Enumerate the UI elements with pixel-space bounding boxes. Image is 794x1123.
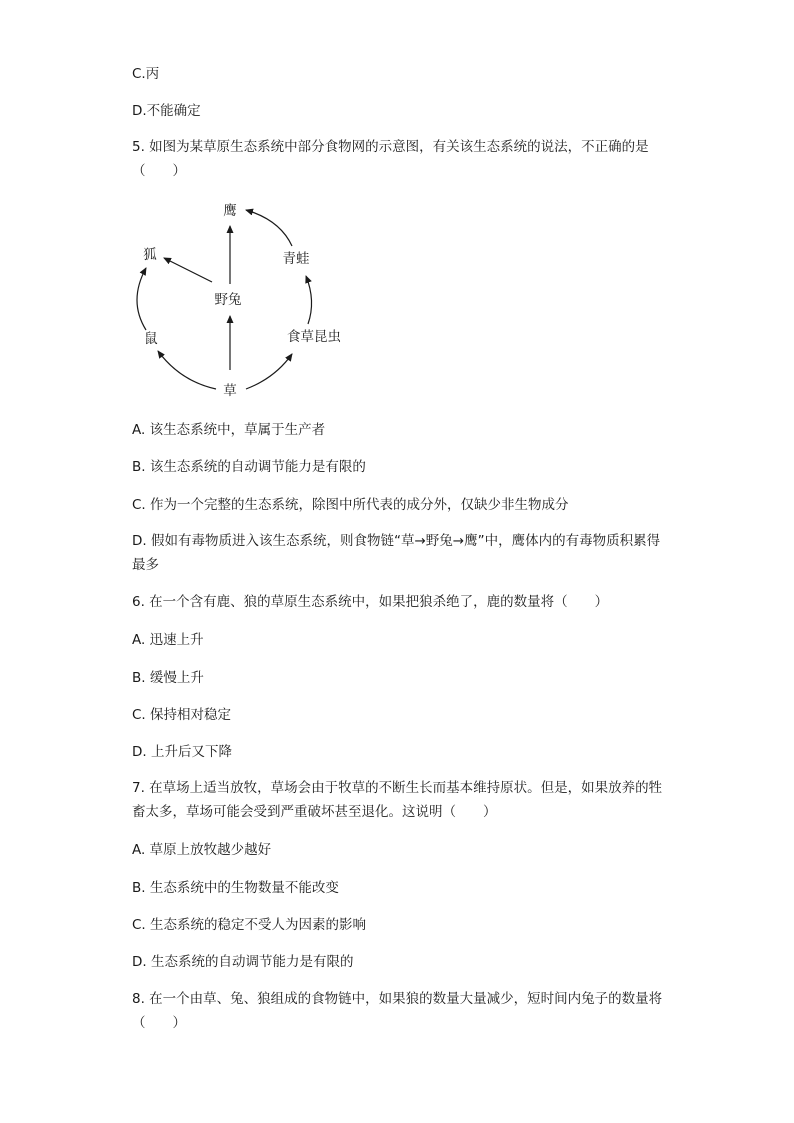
arrow-grass-to-insect [246, 354, 292, 389]
node-insect: 食草昆虫 [287, 329, 341, 345]
q7-option-d: D. 生态系统的自动调节能力是有限的 [132, 954, 354, 970]
food-web-diagram [120, 196, 360, 406]
q7-option-b: B. 生态系统中的生物数量不能改变 [132, 880, 339, 896]
q5-option-b: B. 该生态系统的自动调节能力是有限的 [132, 459, 366, 475]
node-frog: 青蛙 [282, 251, 310, 267]
q4-option-c: C.丙 [132, 66, 160, 82]
q7-option-a: A. 草原上放牧越少越好 [132, 842, 272, 858]
node-mouse: 鼠 [144, 331, 158, 347]
q8-stem: 8. 在一个由草、兔、狼组成的食物链中，如果狼的数量大量减少，短时间内兔子的数量将（ ） [132, 991, 663, 1031]
q6-option-d: D. 上升后又下降 [132, 744, 232, 760]
arrow-frog-to-eagle [246, 210, 292, 246]
node-fox: 狐 [143, 247, 157, 263]
q5-option-d: D. 假如有毒物质进入该生态系统，则食物链“草→野兔→鹰”中，鹰体内的有毒物质积累得最多 [132, 533, 661, 573]
q5-option-a: A. 该生态系统中，草属于生产者 [132, 422, 326, 438]
q6-stem: 6. 在一个含有鹿、狼的草原生态系统中，如果把狼杀绝了，鹿的数量将（ ） [132, 594, 609, 610]
node-eagle: 鹰 [223, 203, 237, 219]
q5-stem: 5. 如图为某草原生态系统中部分食物网的示意图，有关该生态系统的说法，不正确的是（ ） [132, 139, 649, 179]
q6-option-a: A. 迅速上升 [132, 632, 204, 648]
q5-option-c: C. 作为一个完整的生态系统，除图中所代表的成分外，仅缺少非生物成分 [132, 497, 569, 513]
node-rabbit: 野兔 [214, 292, 242, 308]
arrow-mouse-to-fox [137, 268, 146, 330]
node-grass: 草 [223, 383, 237, 399]
arrow-rabbit-to-fox [164, 258, 212, 282]
q4-option-d: D.不能确定 [132, 103, 201, 119]
q6-option-c: C. 保持相对稳定 [132, 707, 232, 723]
arrow-insect-to-frog [306, 276, 312, 324]
q7-option-c: C. 生态系统的稳定不受人为因素的影响 [132, 917, 367, 933]
q7-stem: 7. 在草场上适当放牧，草场会由于牧草的不断生长而基本维持原状。但是，如果放养的牲畜太多，草场可能会受到严重破坏甚至退化。这说明（ ） [132, 780, 663, 820]
arrow-grass-to-mouse [158, 351, 216, 389]
q6-option-b: B. 缓慢上升 [132, 670, 204, 686]
